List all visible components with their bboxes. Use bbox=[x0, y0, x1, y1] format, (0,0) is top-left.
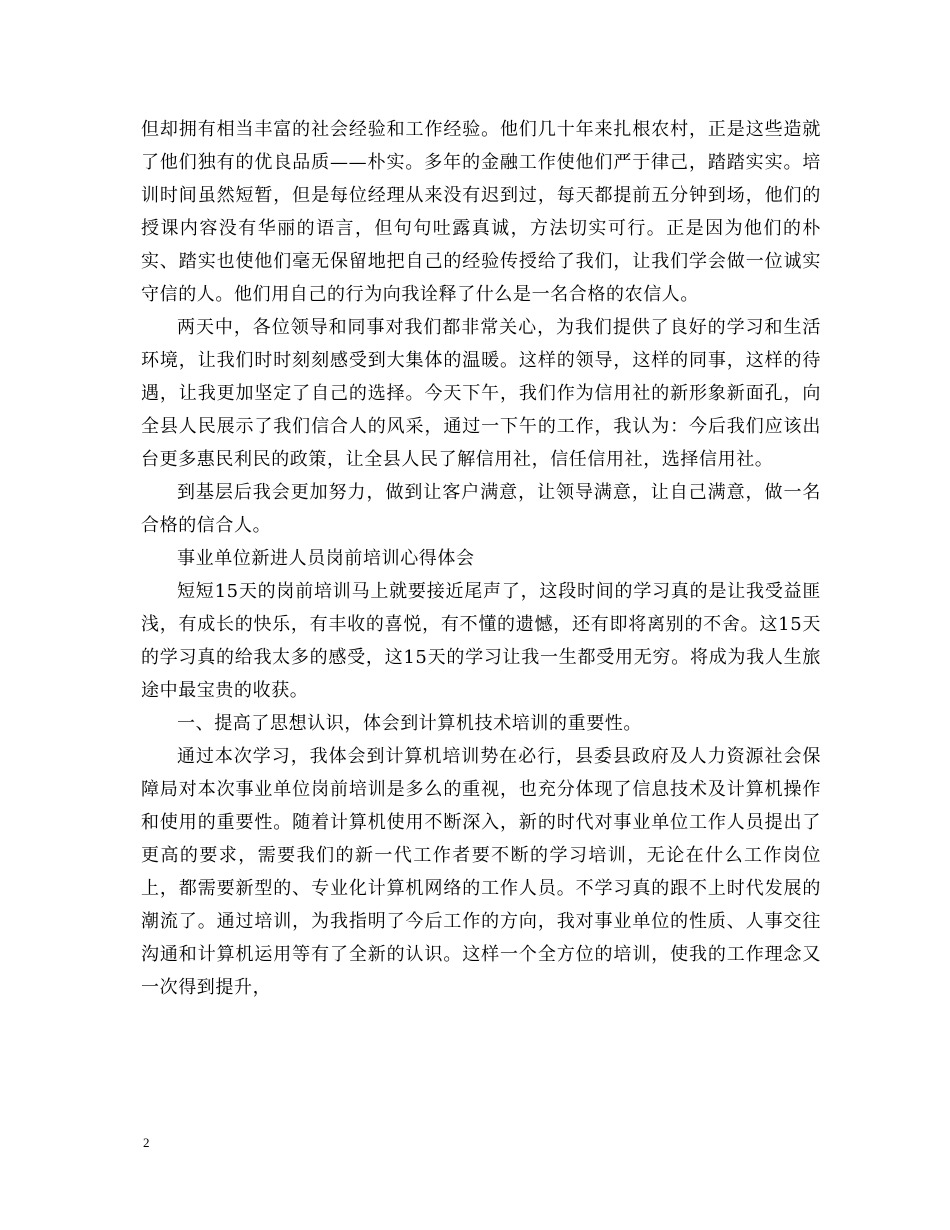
section-title: 事业单位新进人员岗前培训心得体会 bbox=[177, 548, 475, 569]
paragraph-computer-training: 通过本次学习，我体会到计算机培训势在必行，县委县政府及人力资源社会保障局对本次事业单位岗前培训是多么的重视，也充分体现了信息技术及计算机操作和使用的重要性。随着计算机使用不断深入，新的时代对事业单位工作人员提出了更高的要求，需要我们的新一代工作者要不断的学习培训，无论在什么工作岗位上，都需要新型的、专业化计算机网络的工作人员。不学习真的跟不上时代发展的潮流了。通过培训，为我指明了今后工作的方向，我对事业单位的性质、人事交往沟通和计算机运用等有了全新的认识。这样一个全方位的培训，使我的工作理念又一次得到提升， bbox=[141, 746, 821, 998]
paragraph-grassroots: 到基层后我会更加努力，做到让客户满意，让领导满意，让自己满意，做一名合格的信合人。 bbox=[141, 482, 821, 536]
paragraph-two-days: 两天中，各位领导和同事对我们都非常关心，为我们提供了良好的学习和生活环境，让我们时时刻刻感受到大集体的温暖。这样的领导，这样的同事，这样的待遇，让我更加坚定了自己的选择。今天下午，我们作为信用社的新形象新面孔，向全县人民展示了我们信合人的风采，通过一下午的工作，我认为：今后我们应该出台更多惠民利民的政策，让全县人民了解信用社，信任信用社，选择信用社。 bbox=[141, 317, 821, 470]
section-heading-one: 一、提高了思想认识，体会到计算机技术培训的重要性。 bbox=[177, 713, 642, 734]
paragraph-training-intro: 短短15天的岗前培训马上就要接近尾声了，这段时间的学习真的是让我受益匪浅，有成长的快乐，有丰收的喜悦，有不懂的遗憾，还有即将离别的不舍。这15天的学习真的给我太多的感受，这15天的学习让我一生都受用无穷。将成为我人生旅途中最宝贵的收获。 bbox=[141, 581, 821, 701]
page-number: 2 bbox=[143, 1135, 150, 1150]
paragraph-continuation: 但却拥有相当丰富的社会经验和工作经验。他们几十年来扎根农村，正是这些造就了他们独有的优良品质——朴实。多年的金融工作使他们严于律己，踏踏实实。培训时间虽然短暂，但是每位经理从来没有迟到过，每天都提前五分钟到场，他们的授课内容没有华丽的语言，但句句吐露真诚，方法切实可行。正是因为他们的朴实、踏实也使他们毫无保留地把自己的经验传授给了我们，让我们学会做一位诚实守信的人。他们用自己的行为向我诠释了什么是一名合格的农信人。 bbox=[141, 119, 821, 305]
document-body bbox=[141, 113, 821, 1004]
